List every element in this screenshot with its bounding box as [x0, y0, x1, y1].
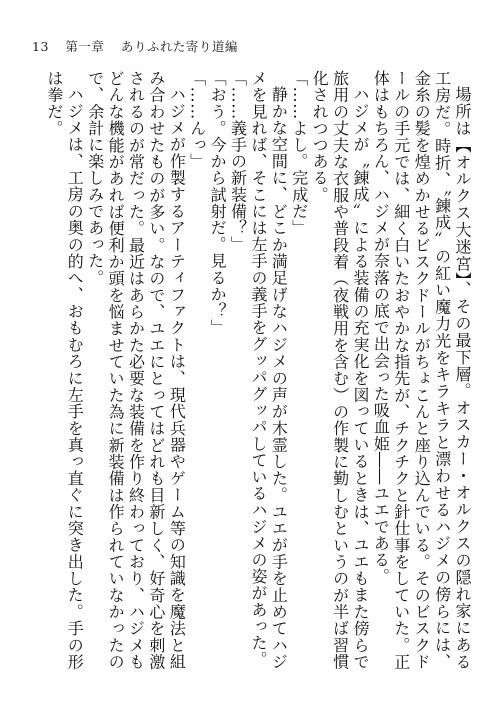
vertical-body-text	[22, 70, 472, 670]
dialogue-4: 「……んっ」	[187, 70, 207, 170]
dialogue-3: 「おう。今から試射だ。見るか？」	[208, 70, 228, 336]
page-number: 13	[32, 39, 49, 54]
chapter-label: 第一章	[65, 39, 105, 54]
paragraph-4: ハジメが作製するアーティファクトは、現代兵器やゲーム等の知識を魔法と組み合わせたものが多い。なので、ユエにとってはどれも目新しく、好奇心を刺激されるのが常だった。最近はあらかた必要な装備を作り終わっており、ハジメもどんな機能があれば便利か頭を悩ませていた為に新装備は作られていなかったので、余計に楽しみであった。	[85, 70, 187, 670]
paragraph-2: ハジメが〝錬成〟による装備の充実化を図っているときは、ユエもまた傍らで旅用の丈夫な衣服や普段着（夜戦用を含む）の作製に勤しむというのが半ば習慣化されつつある。	[310, 70, 370, 670]
dialogue-1: 「……よし。完成だ」	[289, 70, 309, 236]
running-header	[32, 37, 238, 55]
chapter-title: ありふれた寄り道編	[120, 39, 238, 54]
paragraph-5: ハジメは、工房の奥の的へ、おもむろに左手を真っ直ぐに突き出した。手の形は拳だ。	[44, 70, 85, 670]
dialogue-2: 「……義手の新装備？」	[228, 70, 248, 253]
paragraph-3: 静かな空間に、どこか満足げなハジメの声が木霊した。ユエが手を止めてハジメを見れば、そこには左手の義手をグッパグッパしているハジメの姿があった。	[248, 70, 289, 670]
paragraph-1: 場所は【オルクス大迷宮】、その最下層。オスカー・オルクスの隠れ家にある工房だ。時折、〝錬成〟の紅い魔力光をキラキラと漂わせるハジメの傍らには、金糸の髪を煌めかせるビスクドールがちょこんと座り込んでいる。そのビスクドールの手元では、細く白いたおやかな指先が、チクチクと針仕事をしていた。正体はもちろん、ハジメが奈落の底で出会った吸血姫――ユエである。	[371, 70, 472, 670]
